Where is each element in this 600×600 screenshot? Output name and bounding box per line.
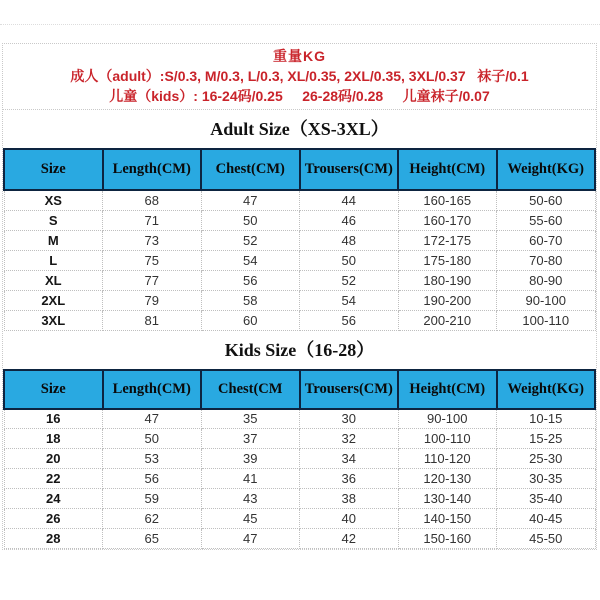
table-cell: 54 bbox=[201, 250, 300, 270]
table-cell: 50-60 bbox=[497, 190, 596, 210]
table-cell: 50 bbox=[300, 250, 399, 270]
table-cell: 18 bbox=[4, 429, 103, 449]
table-cell: 65 bbox=[103, 529, 202, 549]
top-divider bbox=[0, 24, 600, 25]
table-cell: 30 bbox=[300, 409, 399, 429]
table-cell: 3XL bbox=[4, 310, 103, 330]
table-cell: 44 bbox=[300, 190, 399, 210]
table-row bbox=[4, 310, 595, 330]
table-cell: 28 bbox=[4, 529, 103, 549]
table-cell: 43 bbox=[201, 489, 300, 509]
table-cell: L bbox=[4, 250, 103, 270]
column-header: Height(CM) bbox=[398, 370, 497, 409]
column-header: Height(CM) bbox=[398, 149, 497, 190]
weight-notice-adult-line: 成人（adult）:S/0.3, M/0.3, L/0.3, XL/0.35, 2XL/0.35, 3XL/0.37 袜子/0.1 bbox=[70, 68, 529, 84]
table-cell: 55-60 bbox=[497, 210, 596, 230]
kids-size-table-body bbox=[4, 409, 595, 549]
column-header: Trousers(CM) bbox=[300, 370, 399, 409]
table-cell: 70-80 bbox=[497, 250, 596, 270]
table-cell: 80-90 bbox=[497, 270, 596, 290]
table-cell: 26 bbox=[4, 509, 103, 529]
column-header: Chest(CM bbox=[201, 370, 300, 409]
table-cell: 190-200 bbox=[398, 290, 497, 310]
table-cell: 68 bbox=[103, 190, 202, 210]
column-header: Trousers(CM) bbox=[300, 149, 399, 190]
kids-size-title: Kids Size（16-28） bbox=[3, 331, 596, 369]
table-cell: 160-165 bbox=[398, 190, 497, 210]
table-cell: 10-15 bbox=[497, 409, 596, 429]
adult-size-table-body bbox=[4, 190, 595, 330]
kids-size-table-header bbox=[4, 370, 595, 409]
table-row bbox=[4, 489, 595, 509]
table-cell: 15-25 bbox=[497, 429, 596, 449]
column-header: Weight(KG) bbox=[497, 370, 596, 409]
table-cell: 150-160 bbox=[398, 529, 497, 549]
table-cell: 120-130 bbox=[398, 469, 497, 489]
table-row bbox=[4, 449, 595, 469]
table-row bbox=[4, 469, 595, 489]
table-cell: 77 bbox=[103, 270, 202, 290]
table-cell: 100-110 bbox=[398, 429, 497, 449]
table-cell: 16 bbox=[4, 409, 103, 429]
table-cell: 25-30 bbox=[497, 449, 596, 469]
table-cell: 50 bbox=[103, 429, 202, 449]
column-header: Length(CM) bbox=[103, 370, 202, 409]
table-cell: 24 bbox=[4, 489, 103, 509]
table-row bbox=[4, 409, 595, 429]
table-cell: 172-175 bbox=[398, 230, 497, 250]
table-cell: 56 bbox=[103, 469, 202, 489]
table-cell: 36 bbox=[300, 469, 399, 489]
table-cell: 32 bbox=[300, 429, 399, 449]
table-cell: 75 bbox=[103, 250, 202, 270]
table-cell: 34 bbox=[300, 449, 399, 469]
table-cell: 30-35 bbox=[497, 469, 596, 489]
table-cell: 41 bbox=[201, 469, 300, 489]
table-cell: 45-50 bbox=[497, 529, 596, 549]
column-header: Weight(KG) bbox=[497, 149, 596, 190]
weight-notice-title: 重量KG bbox=[273, 48, 326, 64]
table-cell: 46 bbox=[300, 210, 399, 230]
table-row bbox=[4, 270, 595, 290]
column-header: Size bbox=[4, 149, 103, 190]
weight-notice bbox=[3, 44, 596, 110]
table-row bbox=[4, 210, 595, 230]
table-cell: 40 bbox=[300, 509, 399, 529]
table-cell: 130-140 bbox=[398, 489, 497, 509]
table-cell: 47 bbox=[103, 409, 202, 429]
table-cell: 62 bbox=[103, 509, 202, 529]
table-cell: 39 bbox=[201, 449, 300, 469]
table-cell: 58 bbox=[201, 290, 300, 310]
table-cell: 54 bbox=[300, 290, 399, 310]
table-cell: 22 bbox=[4, 469, 103, 489]
table-row bbox=[4, 509, 595, 529]
table-cell: 100-110 bbox=[497, 310, 596, 330]
table-cell: 110-120 bbox=[398, 449, 497, 469]
adult-size-table bbox=[3, 148, 596, 331]
table-cell: 38 bbox=[300, 489, 399, 509]
column-header: Length(CM) bbox=[103, 149, 202, 190]
table-row bbox=[4, 290, 595, 310]
table-cell: 160-170 bbox=[398, 210, 497, 230]
table-cell: 50 bbox=[201, 210, 300, 230]
table-cell: 47 bbox=[201, 529, 300, 549]
table-cell: 90-100 bbox=[497, 290, 596, 310]
column-header: Size bbox=[4, 370, 103, 409]
table-cell: 81 bbox=[103, 310, 202, 330]
table-cell: M bbox=[4, 230, 103, 250]
column-header: Chest(CM) bbox=[201, 149, 300, 190]
table-row bbox=[4, 230, 595, 250]
table-cell: 59 bbox=[103, 489, 202, 509]
table-cell: 45 bbox=[201, 509, 300, 529]
table-cell: S bbox=[4, 210, 103, 230]
table-cell: 40-45 bbox=[497, 509, 596, 529]
table-row bbox=[4, 429, 595, 449]
table-cell: 35 bbox=[201, 409, 300, 429]
table-row bbox=[4, 190, 595, 210]
table-cell: 200-210 bbox=[398, 310, 497, 330]
table-cell: 2XL bbox=[4, 290, 103, 310]
table-cell: 60 bbox=[201, 310, 300, 330]
weight-notice-kids-line: 儿童（kids）: 16-24码/0.25 26-28码/0.28 儿童袜子/0.07 bbox=[109, 88, 490, 104]
table-cell: 35-40 bbox=[497, 489, 596, 509]
table-cell: 79 bbox=[103, 290, 202, 310]
table-cell: 73 bbox=[103, 230, 202, 250]
kids-size-table bbox=[3, 369, 596, 550]
table-cell: 60-70 bbox=[497, 230, 596, 250]
table-cell: XL bbox=[4, 270, 103, 290]
table-row bbox=[4, 250, 595, 270]
table-cell: 37 bbox=[201, 429, 300, 449]
adult-size-table-header bbox=[4, 149, 595, 190]
table-row bbox=[4, 529, 595, 549]
table-cell: 48 bbox=[300, 230, 399, 250]
table-cell: 20 bbox=[4, 449, 103, 469]
table-cell: 180-190 bbox=[398, 270, 497, 290]
table-cell: 56 bbox=[300, 310, 399, 330]
table-cell: 52 bbox=[300, 270, 399, 290]
table-cell: 42 bbox=[300, 529, 399, 549]
table-cell: 90-100 bbox=[398, 409, 497, 429]
table-cell: 53 bbox=[103, 449, 202, 469]
size-chart-sheet bbox=[2, 43, 597, 550]
table-cell: 56 bbox=[201, 270, 300, 290]
table-cell: 175-180 bbox=[398, 250, 497, 270]
table-cell: 140-150 bbox=[398, 509, 497, 529]
table-cell: 47 bbox=[201, 190, 300, 210]
table-cell: 71 bbox=[103, 210, 202, 230]
table-cell: XS bbox=[4, 190, 103, 210]
table-cell: 52 bbox=[201, 230, 300, 250]
adult-size-title: Adult Size（XS-3XL） bbox=[3, 110, 596, 148]
